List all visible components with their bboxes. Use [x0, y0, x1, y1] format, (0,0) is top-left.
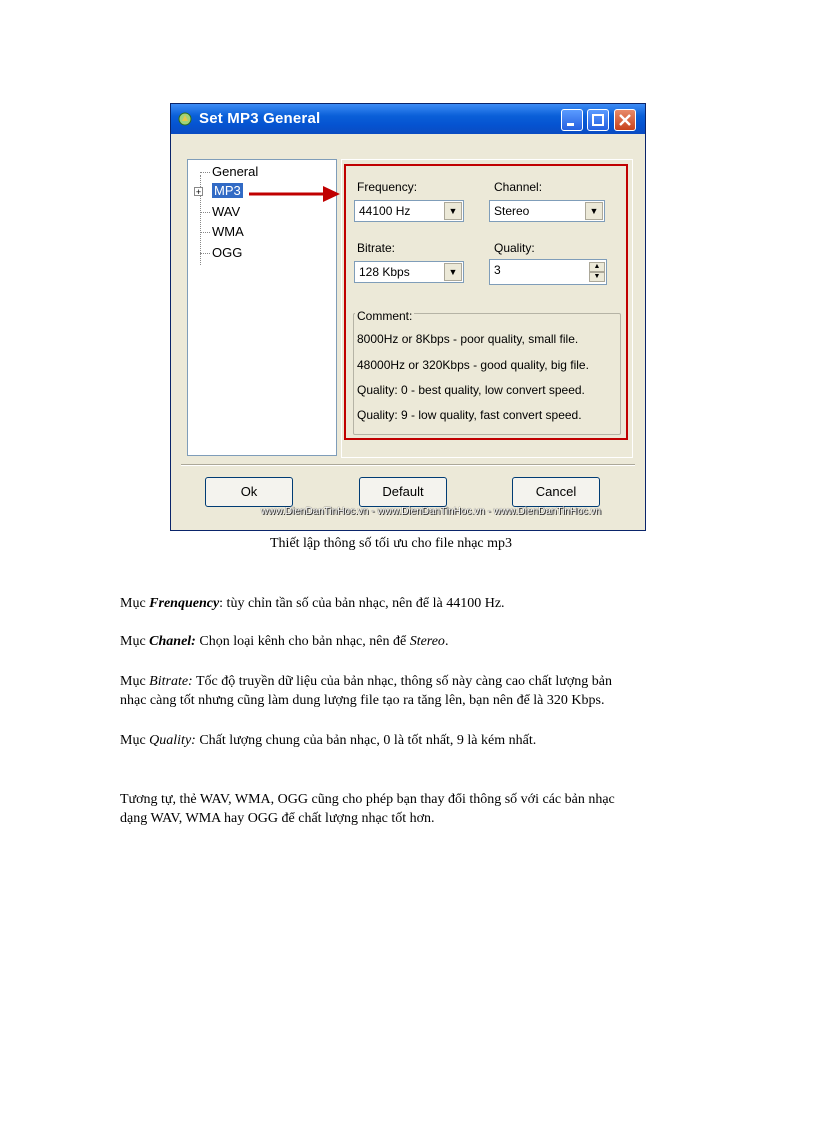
comment-line: 48000Hz or 320Kbps - good quality, big file.	[357, 358, 589, 372]
frequency-value: 44100 Hz	[359, 204, 411, 218]
annotation-arrow-icon	[247, 184, 342, 204]
chevron-down-icon[interactable]: ▼	[444, 202, 462, 220]
minimize-button[interactable]	[561, 109, 583, 131]
app-icon	[177, 111, 193, 127]
para-line1: Tương tự, thẻ WAV, WMA, OGG cũng cho phép bạn thay đổi thông số với các bản nhạc	[120, 792, 615, 807]
para-body: Chất lượng chung của bản nhạc, 0 là tốt nhất, 9 là kém nhất.	[195, 733, 537, 748]
comment-legend: Comment:	[357, 309, 413, 323]
spin-down-icon[interactable]: ▼	[589, 272, 605, 282]
paragraph-summary	[120, 790, 720, 828]
divider	[181, 464, 635, 466]
comment-line: Quality: 9 - low quality, fast convert speed.	[357, 408, 582, 422]
frequency-label: Frequency:	[357, 180, 418, 194]
tree-item-ogg[interactable]: OGG	[212, 245, 243, 260]
para-body: : tùy chỉn tần số của bản nhạc, nên để là 44100 Hz.	[219, 596, 505, 611]
comment-line: 8000Hz or 8Kbps - poor quality, small file.	[357, 332, 579, 346]
para-body: Tốc độ truyền dữ liệu của bản nhạc, thông số này càng cao chất lượng bản	[192, 674, 612, 689]
bitrate-label: Bitrate:	[357, 241, 396, 255]
quality-spinner[interactable]	[489, 259, 607, 285]
comment-line: Quality: 0 - best quality, low convert speed.	[357, 383, 585, 397]
para-body: Chọn loại kênh cho bản nhạc, nên để	[195, 634, 410, 649]
tree-item-wma[interactable]: WMA	[212, 224, 244, 239]
ok-button[interactable]: Ok	[205, 477, 293, 507]
quality-value: 3	[494, 263, 501, 277]
para-prefix: Mục	[120, 674, 150, 689]
para-end: .	[444, 634, 449, 649]
tree-item-wav[interactable]: WAV	[212, 204, 241, 219]
para-body-line2: nhạc càng tốt nhưng cũng làm dung lượng file tạo ra tăng lên, bạn nên để là 320 Kbps.	[120, 693, 605, 708]
bitrate-value: 128 Kbps	[359, 265, 410, 279]
para-prefix: Mục	[120, 733, 150, 748]
frequency-select[interactable]	[354, 200, 464, 222]
tree-item-mp3[interactable]	[212, 183, 243, 198]
tree-item-general[interactable]: General	[212, 164, 259, 179]
term-chanel: Chanel:	[149, 634, 196, 649]
dialog-title: Set MP3 General	[199, 110, 321, 127]
maximize-button[interactable]	[587, 109, 609, 131]
channel-value: Stereo	[494, 204, 530, 218]
quality-label: Quality:	[494, 241, 535, 255]
tree-item-mp3-label: MP3	[214, 183, 241, 198]
figure-caption: Thiết lập thông số tối ưu cho file nhạc mp3	[270, 536, 513, 551]
spin-up-icon[interactable]: ▲	[589, 262, 605, 272]
watermark: www.DienDanTinHoc.vn - www.DienDanTinHoc.vn - www.DienDanTinHoc.vn	[261, 506, 602, 517]
cancel-button[interactable]: Cancel	[512, 477, 600, 507]
chevron-down-icon[interactable]: ▼	[585, 202, 603, 220]
para-line2: dạng WAV, WMA hay OGG để chất lượng nhạc tốt hơn.	[120, 811, 435, 826]
channel-label: Channel:	[494, 180, 543, 194]
expand-icon[interactable]: +	[195, 187, 202, 197]
paragraph-quality	[120, 731, 720, 750]
bitrate-select[interactable]	[354, 261, 464, 283]
paragraph-channel	[120, 632, 720, 651]
close-button[interactable]	[614, 109, 636, 131]
channel-select[interactable]	[489, 200, 605, 222]
term-bitrate: Bitrate:	[149, 674, 193, 689]
minimize-icon	[562, 110, 582, 130]
tree-connector	[200, 232, 210, 233]
paragraph-bitrate	[120, 672, 720, 710]
default-button[interactable]: Default	[359, 477, 447, 507]
tree-connector	[200, 212, 210, 213]
para-prefix: Mục	[120, 596, 150, 611]
title-bar	[171, 104, 645, 134]
maximize-icon	[588, 110, 608, 130]
term-quality: Quality:	[149, 733, 196, 748]
term-frenquency: Frenquency	[149, 596, 220, 611]
tree-connector	[200, 172, 210, 173]
paragraph-frequency	[120, 594, 720, 613]
close-icon	[615, 110, 635, 130]
para-prefix: Mục	[120, 634, 150, 649]
term-stereo: Stereo	[409, 634, 445, 649]
chevron-down-icon[interactable]: ▼	[444, 263, 462, 281]
set-mp3-general-dialog	[170, 103, 646, 531]
tree-connector	[200, 253, 210, 254]
